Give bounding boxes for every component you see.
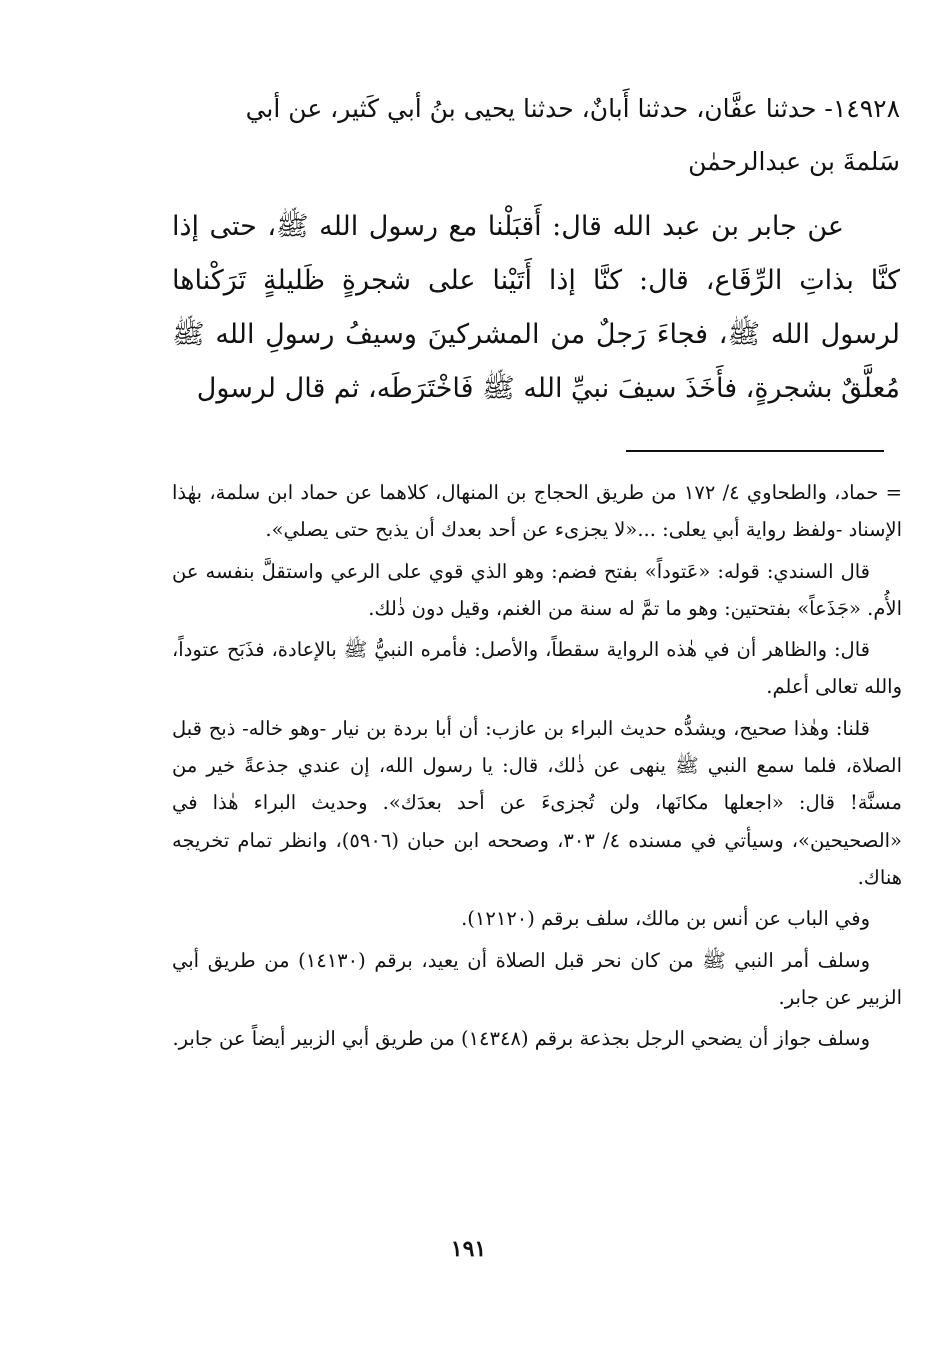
footnote-paragraph: وسلف أمر النبي ﷺ من كان نحر قبل الصلاة أن يعيد، برقم (١٤١٣٠) من طريق أبي الزبير عن جابر. xyxy=(172,948,902,1009)
hadith-text: عن جابر بن عبد الله قال: أَقبَلْنا مع رسول الله ﷺ، حتى إذا كنَّا بذاتِ الرِّقَاع، قال: كنَّا إذا أَتَيْنا على شجرةٍ ظَليلةٍ تَرَكْناها لرسول الله ﷺ، فجاءَ رَجلٌ من المشركينَ وسيفُ رسولِ الله ﷺ مُعلَّقٌ بشجرةٍ، فأَخَذَ سيفَ نبيِّ الله ﷺ فَاخْتَرَطَه، ثم قال لرسول xyxy=(172,211,900,404)
hadith-header xyxy=(172,82,900,188)
footnote-paragraph: وسلف جواز أن يضحي الرجل بجذعة برقم (١٤٣٤٨) من طريق أبي الزبير أيضاً عن جابر. xyxy=(172,1027,870,1051)
footnote-divider xyxy=(626,450,884,452)
hadith-body xyxy=(172,200,900,416)
footnotes xyxy=(172,474,902,1061)
hadith-chain-continuation: سَلمةَ بن عبدالرحمٰن xyxy=(688,147,900,176)
hadith-number-and-chain: ١٤٩٢٨- حدثنا عفَّان، حدثنا أَبانٌ، حدثنا يحيى بنُ أبي كَثير، عن أبي xyxy=(245,94,900,123)
footnote-paragraph: قال: والظاهر أن في هٰذه الرواية سقطاً، والأصل: فأمره النبيُّ ﷺ بالإعادة، فذَبَح عتوداً، والله تعالى أعلم. xyxy=(172,638,902,699)
footnote-paragraph: = حماد، والطحاوي ٤/ ١٧٢ من طريق الحجاج بن المنهال، كلاهما عن حماد ابن سلمة، بهٰذا الإسناد -ولفظ رواية أبي يعلى: ...«لا يجزىء عن أحد بعدك أن يذبح حتى يصلي». xyxy=(172,481,902,542)
footnote-paragraph: وفي الباب عن أنس بن مالك، سلف برقم (١٢١٢٠). xyxy=(461,907,870,931)
footnote-paragraph: قلنا: وهٰذا صحيح، ويشدُّه حديث البراء بن عازب: أن أبا بردة بن نيار -وهو خاله- ذبح قبل الصلاة، فلما سمع النبي ﷺ ينهى عن ذٰلك، قال: يا رسول الله، إن عندي جذعةً خير من مسنَّة! قال: «اجعلها مكانَها، ولن تُجزىءَ عن أحد بعدَك». وحديث البراء هٰذا في «الصحيحين»، وسيأتي في مسنده ٤/ ٣٠٣، وصححه ابن حبان (٥٩٠٦)، وانظر تمام تخريجه هناك. xyxy=(172,716,902,889)
footnote-paragraph: قال السندي: قوله: «عَتوداً» بفتح فضم: وهو الذي قوي على الرعي واستقلَّ بنفسه عن الأُم. «جَذَعاً» بفتحتين: وهو ما تمَّ له سنة من الغنم، وقيل دون ذٰلك. xyxy=(172,559,902,620)
page-number: ١٩١ xyxy=(450,1236,487,1262)
